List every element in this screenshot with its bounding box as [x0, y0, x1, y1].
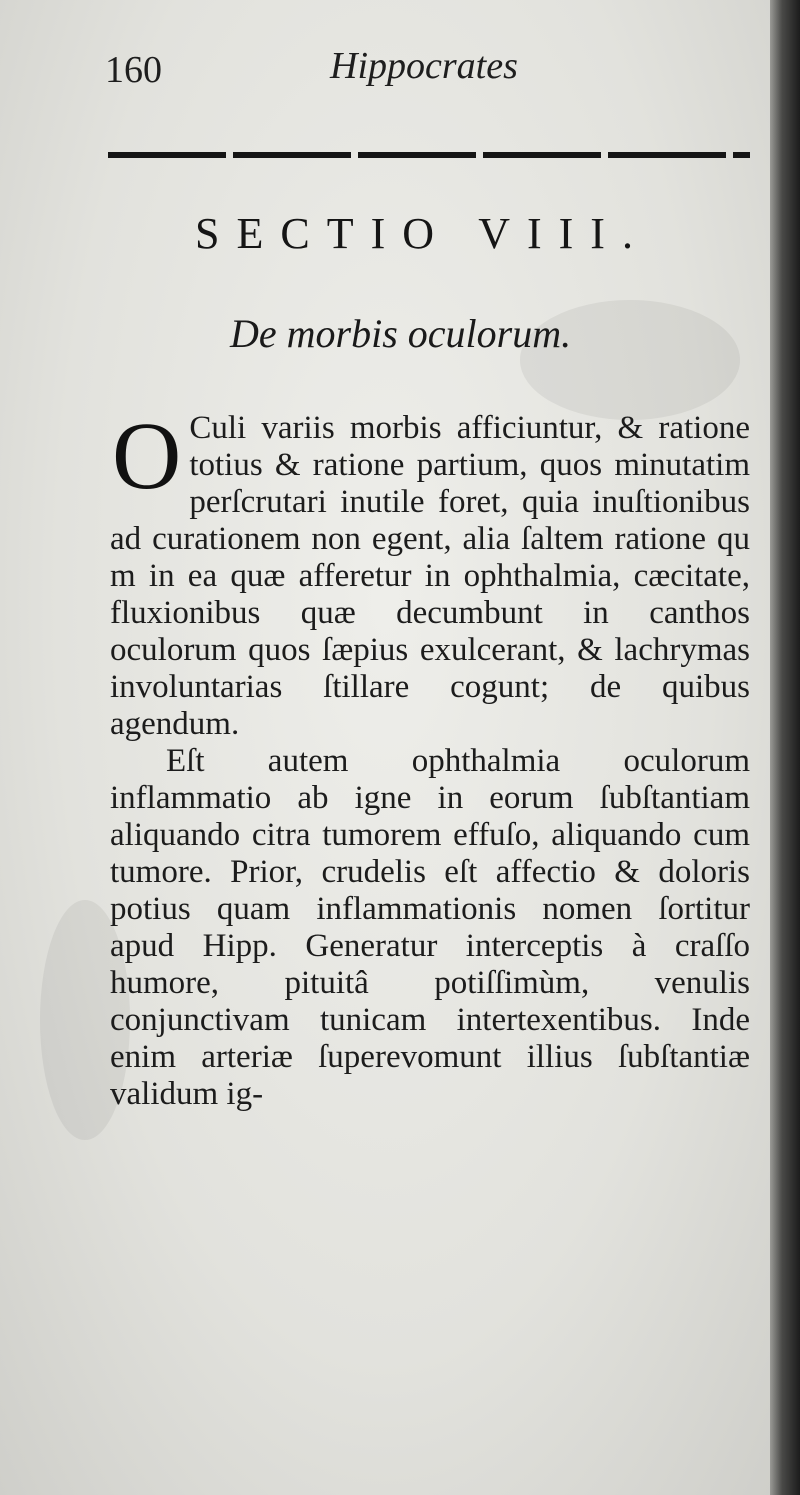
header-rule [108, 152, 750, 158]
paragraph [110, 743, 750, 1113]
drop-cap: O [112, 402, 182, 509]
page-number: 160 [105, 49, 162, 91]
paragraph-text: Eſt autem ophthalmia oculorum inflammatio ab igne in eorum ſubſtantiam aliquando citra tumorem effuſo, aliquando cum tumore. Prior, crudelis eſt affectio & doloris potius quam inflammationis nomen ſortitur apud Hipp. Generatur interceptis à craſſo humore, pituitâ potiſſimùm, venulis conjunctivam tunicam intertexentibus. Inde enim arteriæ ſuperevomunt illius ſubſtantiæ validum ig- [110, 743, 750, 1112]
running-head: Hippocrates [330, 45, 518, 87]
page-header [105, 44, 745, 104]
paragraph [110, 402, 750, 743]
body-text [110, 402, 750, 1113]
section-subtitle: De morbis oculorum. [230, 311, 572, 356]
book-spine-shadow [770, 0, 800, 1495]
section-title: SECTIO VIII. [195, 209, 650, 258]
paragraph-text: Culi variis morbis afficiuntur, & ratione totius & ratione partium, quos minutatim perſcrutari inutile foret, quia inuſtionibus ad curationem non egent, alia ſaltem ratione qu m in ea quæ afferetur in ophthalmia, cæcitate, fluxionibus quæ decumbunt in canthos oculorum quos ſæpius exulcerant, & lachrymas involuntarias ſtillare cogunt; de quibus agendum. [110, 410, 750, 742]
